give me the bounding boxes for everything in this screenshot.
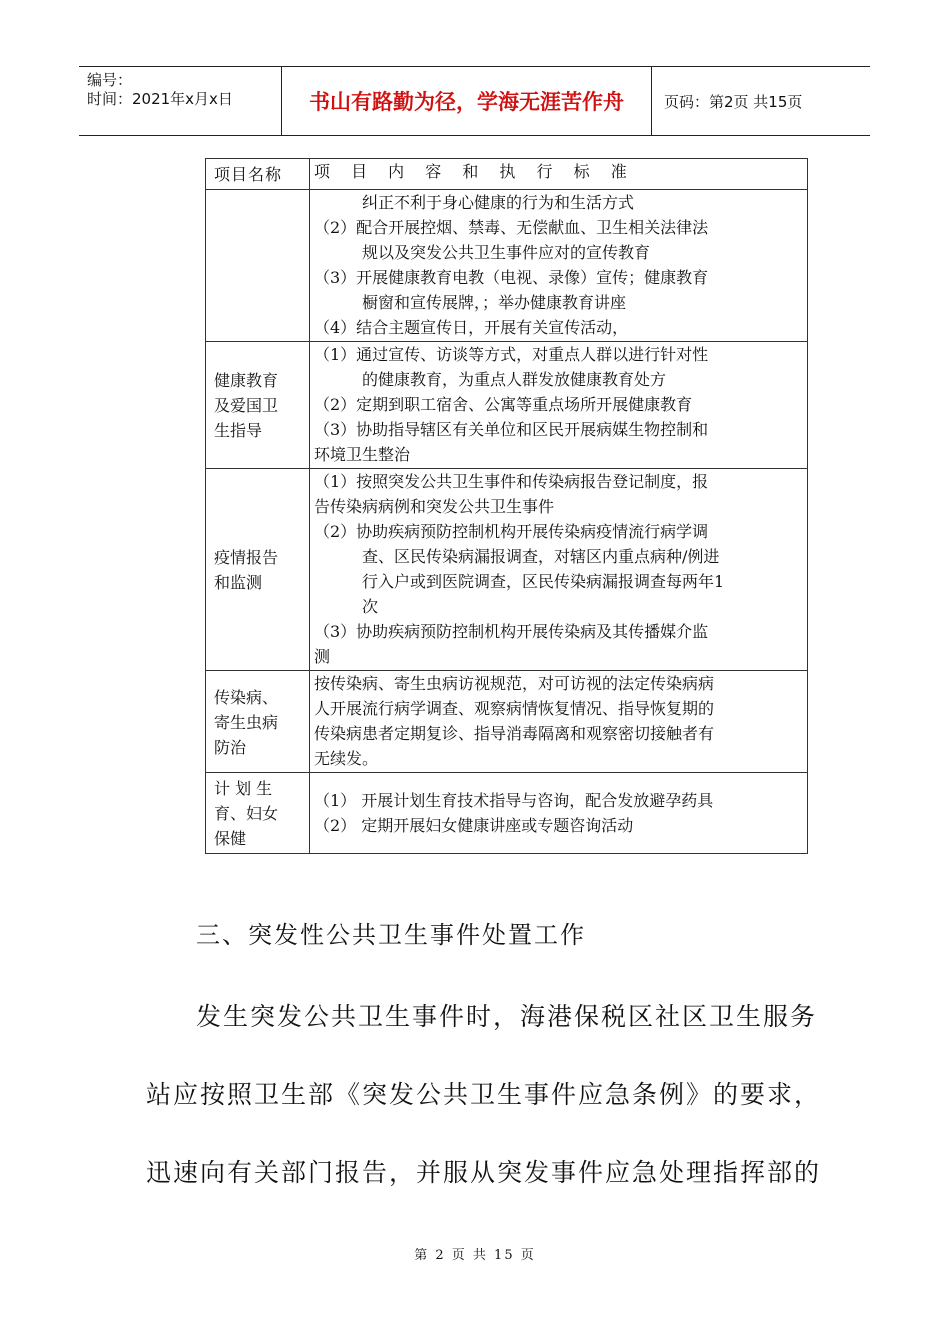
table-row [206,342,808,469]
content-line: （1） 开展计划生育技术指导与咨询，配合发放避孕药具 [314,790,714,810]
section-title: 三、突发性公共卫生事件处置工作 [196,921,586,949]
name-line: 保健 [214,829,247,848]
name-line: 疫情报告 [214,548,279,567]
table-header-row [206,159,808,190]
number-label: 编号： [87,71,133,89]
row-content-cell [310,190,808,342]
content-line: （4）结合主题宣传日，开展有关宣传活动， [314,318,629,337]
table-row [206,469,808,671]
name-line: 育、妇女 [214,804,279,823]
content-line: 纠正不利于身心健康的行为和生活方式 [362,193,635,212]
content-line: （2）定期到职工宿舍、公寓等重点场所开展健康教育 [314,395,693,414]
row-name-cell [206,469,310,671]
row-name-cell [206,773,310,854]
content-line: 查、区民传染病漏报调查，对辖区内重点病种/例进 [362,547,720,566]
content-line: （3）开展健康教育电教（电视、录像）宣传；健康教育 [314,268,709,287]
page-header [79,66,870,136]
content-line: 无续发。 [314,749,379,768]
content-line: （2）配合开展控烟、禁毒、无偿献血、卫生相关法律法 [314,218,709,237]
row-content-cell [310,342,808,469]
name-line: 生指导 [214,421,263,440]
col-name-header: 项目名称 [206,159,310,190]
row-name-cell [206,190,310,342]
content-line: 人开展流行病学调查、观察病情恢复情况、指导恢复期的 [314,699,715,718]
name-line: 防治 [214,737,247,757]
row-content-cell [310,469,808,671]
paragraph-line: 发生突发公共卫生事件时，海港保税区社区卫生服务 [196,1002,818,1031]
content-line: 次 [362,597,379,616]
col-content-header: 项 目 内 容 和 执 行 标 准 [310,159,808,190]
section-paragraph [146,978,822,1212]
content-line: 告传染病病例和突发公共卫生事件 [314,497,555,516]
name-line: 健康教育 [214,371,279,390]
name-line: 寄生虫病 [214,712,279,732]
table-row [206,190,808,342]
row-name-cell [206,671,310,773]
header-meta [79,67,282,135]
content-line: （1）通过宣传、访谈等方式，对重点人群以进行针对性 [314,345,709,364]
name-line: 及爱国卫 [214,396,279,415]
date-label: 时间：2021年x月x日 [87,90,233,108]
table-row [206,671,808,773]
row-name-cell [206,342,310,469]
header-page-label: 页码：第2页 共15页 [664,92,803,111]
name-line: 计 划 生 [214,779,273,798]
content-line: 传染病患者定期复诊、指导消毒隔离和观察密切接触者有 [314,724,715,743]
content-line: 的健康教育，为重点人群发放健康教育处方 [362,370,667,389]
content-line: （2）协助疾病预防控制机构开展传染病疫情流行病学调 [314,522,709,541]
content-line: 橱窗和宣传展牌，；举办健康教育讲座 [362,293,627,312]
content-line: 规以及突发公共卫生事件应对的宣传教育 [362,243,651,262]
content-line: （3）协助疾病预防控制机构开展传染病及其传播媒介监 [314,622,709,641]
content-line: （2） 定期开展妇女健康讲座或专题咨询活动 [314,815,634,835]
content-line: 环境卫生整治 [314,445,411,464]
table-row [206,773,808,854]
row-content-cell [310,671,808,773]
name-line: 和监测 [214,573,263,592]
content-line: （1）按照突发公共卫生事件和传染病报告登记制度，报 [314,472,709,491]
content-line: （3）协助指导辖区有关单位和区民开展病媒生物控制和 [314,420,709,439]
header-motto: 书山有路勤为径，学海无涯苦作舟 [282,67,652,135]
content-line: 行入户或到医院调查，区民传染病漏报调查每两年1 [362,572,725,591]
name-line: 传染病、 [214,687,279,707]
paragraph-line: 迅速向有关部门报告，并服从突发事件应急处理指挥部的 [146,1158,822,1187]
paragraph-line: 站应按照卫生部《突发公共卫生事件应急条例》的要求， [146,1080,822,1109]
row-content-cell [310,773,808,854]
content-line: 按传染病、寄生虫病访视规范，对可访视的法定传染病病 [314,674,715,693]
content-line: 测 [314,647,331,666]
project-table [205,158,808,854]
page-footer: 第 2 页 共 15 页 [414,1248,536,1263]
